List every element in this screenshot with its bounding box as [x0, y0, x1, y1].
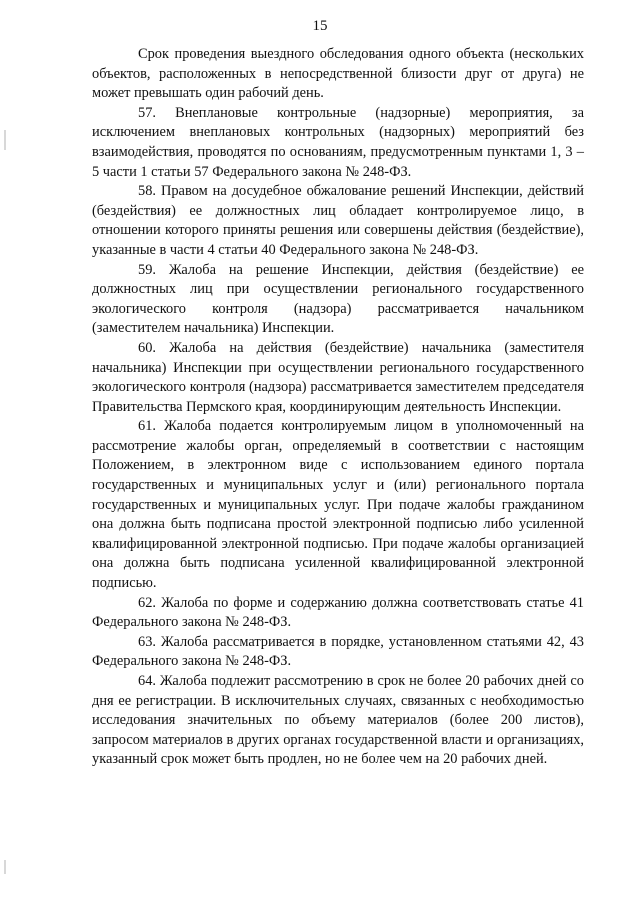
paragraph: 59. Жалоба на решение Инспекции, действия (бездействие) ее должностных лиц при осуществлении регионального государственного экологического контроля (надзора) рассматривается начальником (заместителем начальника) Инспекции.: [92, 261, 584, 337]
paragraph: 57. Внеплановые контрольные (надзорные) мероприятия, за исключением внеплановых контрольных (надзорных) мероприятий без взаимодействия, проводятся по основаниям, предусмотренным пунктами 1, 3 – 5 части 1 статьи 57 Федерального закона № 248-ФЗ.: [92, 104, 584, 180]
scan-margin-mark: [4, 130, 6, 150]
paragraph: 64. Жалоба подлежит рассмотрению в срок не более 20 рабочих дней со дня ее регистрации. В исключительных случаях, связанных с необходимостью исследования значительных по объему материалов (более 200 листов), запросом материалов в других органах государственной власти и организациях, указанный срок может быть продлен, но не более чем на 20 рабочих дней.: [92, 673, 584, 768]
document-body: [92, 45, 584, 770]
scan-margin-mark: [4, 860, 6, 874]
paragraph: 62. Жалоба по форме и содержанию должна соответствовать статье 41 Федерального закона № 248-ФЗ.: [92, 594, 584, 631]
paragraph: 58. Правом на досудебное обжалование решений Инспекции, действий (бездействия) ее должностных лиц обладает контролируемое лицо, в отношении которого приняты решения или совершены действия (бездействие), указанные в части 4 статьи 40 Федерального закона № 248-ФЗ.: [92, 183, 584, 258]
page-number: 15: [312, 18, 328, 34]
paragraph: 60. Жалоба на действия (бездействие) начальника (заместителя начальника) Инспекции при осуществлении регионального государственного экологического контроля (надзора) рассматривается заместителем председателя Правительства Пермского края, координирующим деятельность Инспекции.: [92, 339, 584, 415]
paragraph: 63. Жалоба рассматривается в порядке, установленном статьями 42, 43 Федерального закона № 248-ФЗ.: [92, 633, 584, 670]
paragraph: Срок проведения выездного обследования одного объекта (нескольких объектов, расположенных в непосредственной близости друг от друга) не может превышать один рабочий день.: [92, 46, 584, 102]
paragraph: 61. Жалоба подается контролируемым лицом в уполномоченный на рассмотрение жалобы орган, определяемый в соответствии с настоящим Положением, в электронном виде с использованием единого портала государственных и муниципальных услуг и (или) регионального портала государственных и муниципальных услуг. При подаче жалобы гражданином она должна быть подписана простой электронной подписью либо усиленной квалифицированной электронной подписью. При подаче жалобы организацией она должна быть подписана усиленной квалифицированной электронной подписью.: [92, 418, 584, 592]
